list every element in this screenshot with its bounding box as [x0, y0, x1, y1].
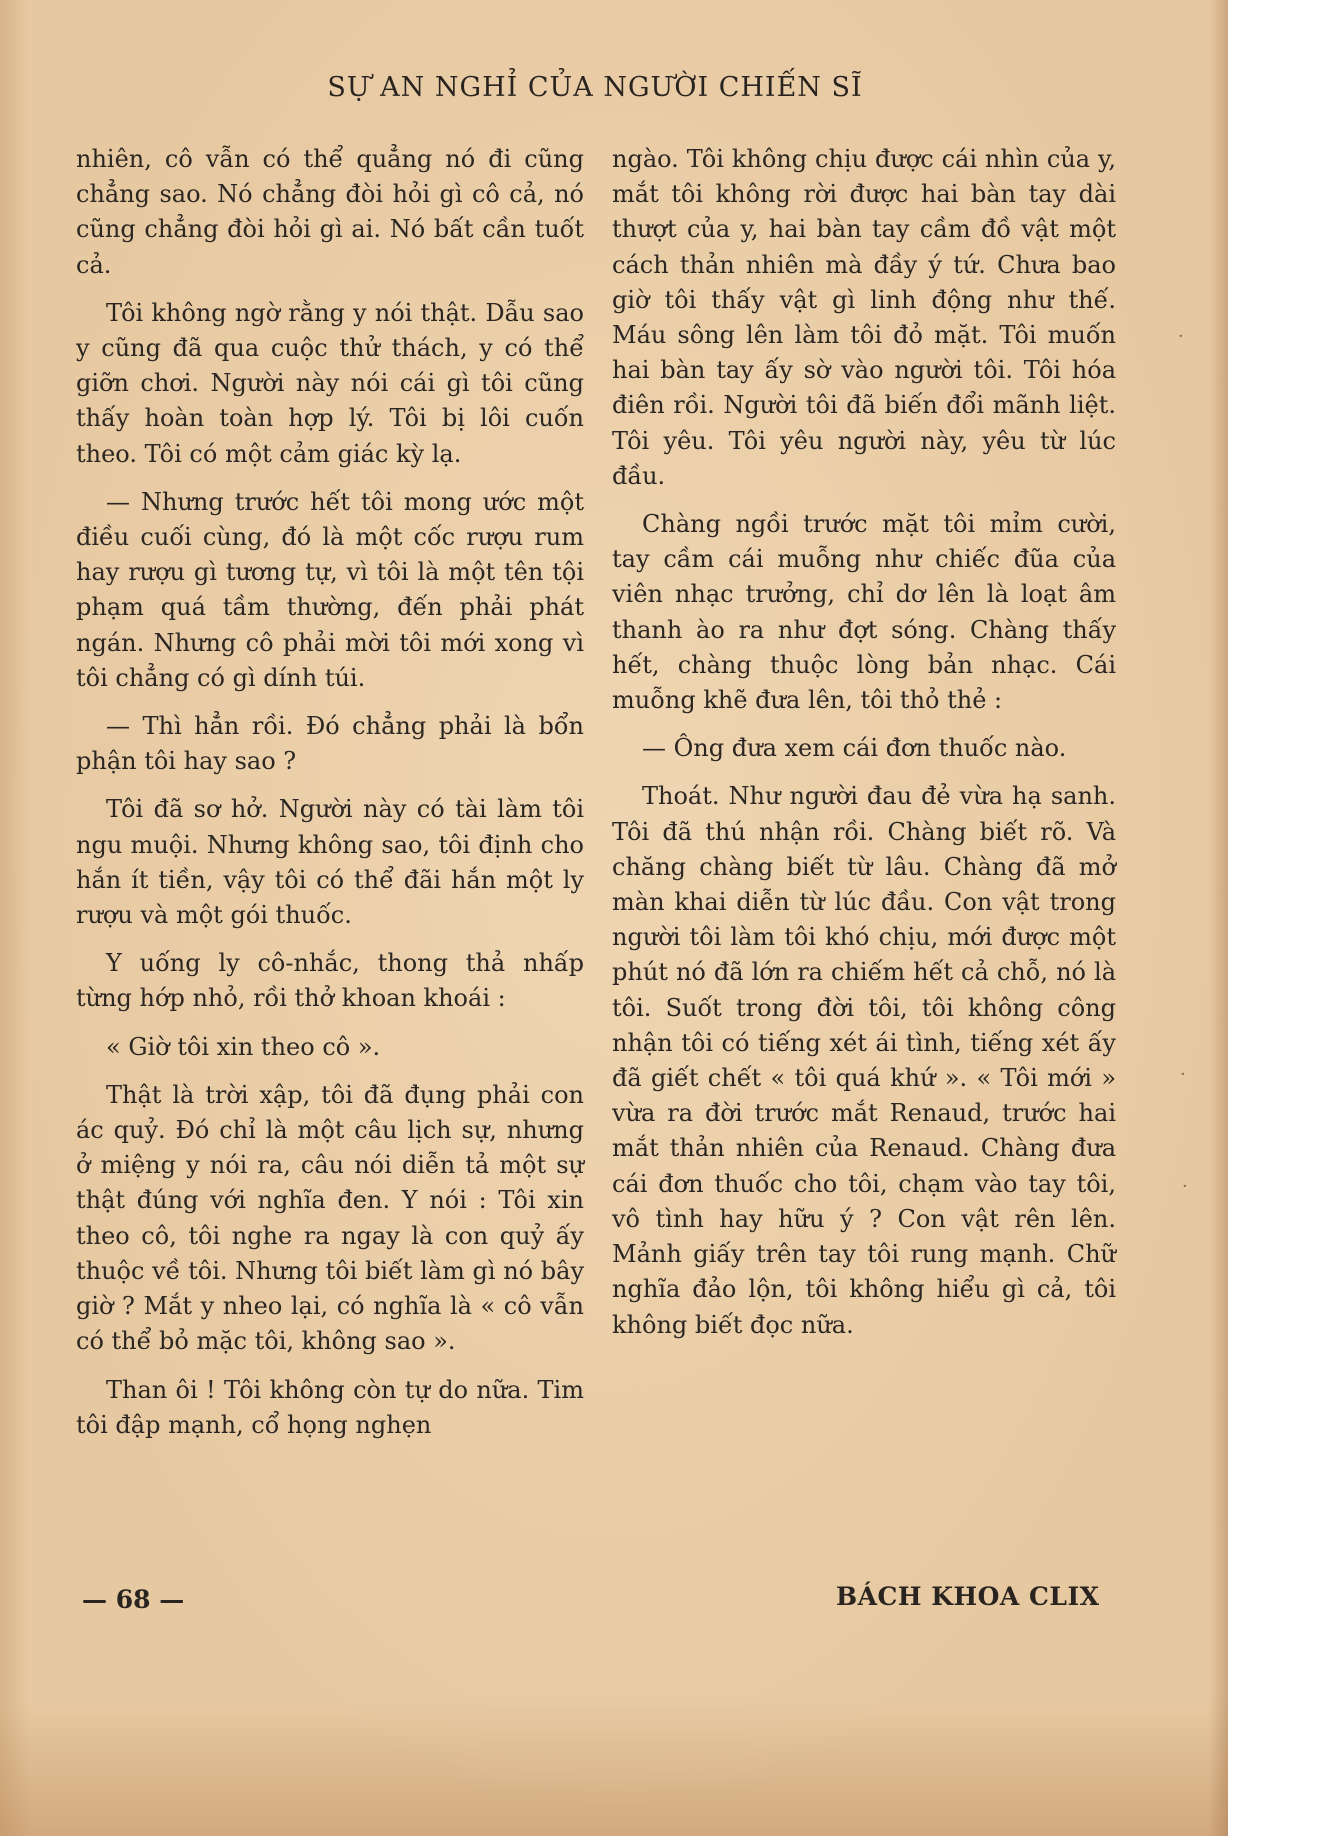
paragraph: — Ông đưa xem cái đơn thuốc nào.: [642, 734, 1067, 763]
paragraph: nhiên, cô vẫn có thể quẳng nó đi cũng chẳng sao. Nó chẳng đòi hỏi gì cô cả, nó cũng chẳng đòi hỏi gì ai. Nó bất cần tuốt cả.: [76, 145, 584, 279]
journal-name: BÁCH KHOA CLIX: [836, 1582, 1100, 1611]
paragraph: Thật là trời xập, tôi đã đụng phải con ác quỷ. Đó chỉ là một câu lịch sự, nhưng ở miệng y nói ra, câu nói diễn tả một sự thật đúng với nghĩa đen. Y nói : Tôi xin theo cô, tôi nghe ra ngay là con quỷ ấy thuộc về tôi. Nhưng tôi biết làm gì nó bây giờ ? Mắt y nheo lại, có nghĩa là « cô vẫn có thể bỏ mặc tôi, không sao ».: [76, 1080, 584, 1356]
right-column: [612, 142, 1116, 1356]
paragraph: Tôi đã sơ hở. Người này có tài làm tôi ngu muội. Nhưng không sao, tôi định cho hắn ít tiền, vậy tôi có thể đãi hắn một ly rượu và một gói thuốc.: [76, 795, 584, 930]
paragraph: — Thì hẳn rồi. Đó chẳng phải là bổn phận tôi hay sao ?: [76, 712, 584, 776]
paragraph: Chàng ngồi trước mặt tôi mỉm cười, tay cầm cái muỗng như chiếc đũa của viên nhạc trưởng, chỉ dơ lên là loạt âm thanh ào ra như đợt sóng. Chàng thấy hết, chàng thuộc lòng bản nhạc. Cái muỗng khẽ đưa lên, tôi thỏ thẻ :: [612, 510, 1116, 715]
page-number: — 68 —: [82, 1585, 185, 1614]
paragraph: « Giờ tôi xin theo cô ».: [106, 1032, 381, 1061]
paragraph: Tôi không ngờ rằng y nói thật. Dẫu sao y cũng đã qua cuộc thử thách, y có thể giỡn chơi. Người này nói cái gì tôi cũng thấy hoàn toàn hợp lý. Tôi bị lôi cuốn theo. Tôi có một cảm giác kỳ lạ.: [76, 298, 584, 468]
left-column: [76, 142, 584, 1456]
paragraph: — Nhưng trước hết tôi mong ước một điều cuối cùng, đó là một cốc rượu rum hay rượu gì tương tự, vì tôi là một tên tội phạm quá tầm thường, đến phải phát ngán. Nhưng cô phải mời tôi mới xong vì tôi chẳng có gì dính túi.: [76, 487, 584, 692]
scan-speck: ·: [1178, 326, 1184, 347]
paper-edge-shadow: [1208, 0, 1228, 1836]
paragraph: Y uống ly cô-nhắc, thong thả nhấp từng hớp nhỏ, rồi thở khoan khoái :: [76, 949, 584, 1013]
scan-speck: ·: [1182, 1176, 1188, 1197]
scan-speck: ·: [1180, 1064, 1186, 1085]
running-head: SỰ AN NGHỈ CỦA NGƯỜI CHIẾN SĨ: [327, 72, 863, 103]
paragraph: ngào. Tôi không chịu được cái nhìn của y, mắt tôi không rời được hai bàn tay dài thượt của y, hai bàn tay cầm đồ vật một cách thản nhiên mà đầy ý tứ. Chưa bao giờ tôi thấy vật gì linh động như thế. Máu sông lên làm tôi đỏ mặt. Tôi muốn hai bàn tay ấy sờ vào người tôi. Tôi hóa điên rồi. Người tôi đã biến đổi mãnh liệt. Tôi yêu. Tôi yêu người này, yêu từ lúc đầu.: [612, 145, 1116, 490]
paragraph: Thoát. Như người đau đẻ vừa hạ sanh. Tôi đã thú nhận rồi. Chàng biết rõ. Và chăng chàng biết từ lâu. Chàng đã mở màn khai diễn từ lúc đầu. Con vật trong người tôi làm tôi khó chịu, mới được một phút nó đã lớn ra chiếm hết cả chỗ, nó là tôi. Suốt trong đời tôi, tôi không công nhận tôi có tiếng xét ái tình, tiếng xét ấy đã giết chết « tôi quá khứ ». « Tôi mới » vừa ra đời trước mắt Renaud, trước hai mắt thản nhiên của Renaud. Chàng đưa cái đơn thuốc cho tôi, chạm vào tay tôi, vô tình hay hữu ý ? Con vật rên lên. Mảnh giấy trên tay tôi rung mạnh. Chữ nghĩa đảo lộn, tôi không hiểu gì cả, tôi không biết đọc nữa.: [612, 782, 1116, 1339]
paragraph: Than ôi ! Tôi không còn tự do nữa. Tim tôi đập mạnh, cổ họng nghẹn: [76, 1375, 584, 1439]
